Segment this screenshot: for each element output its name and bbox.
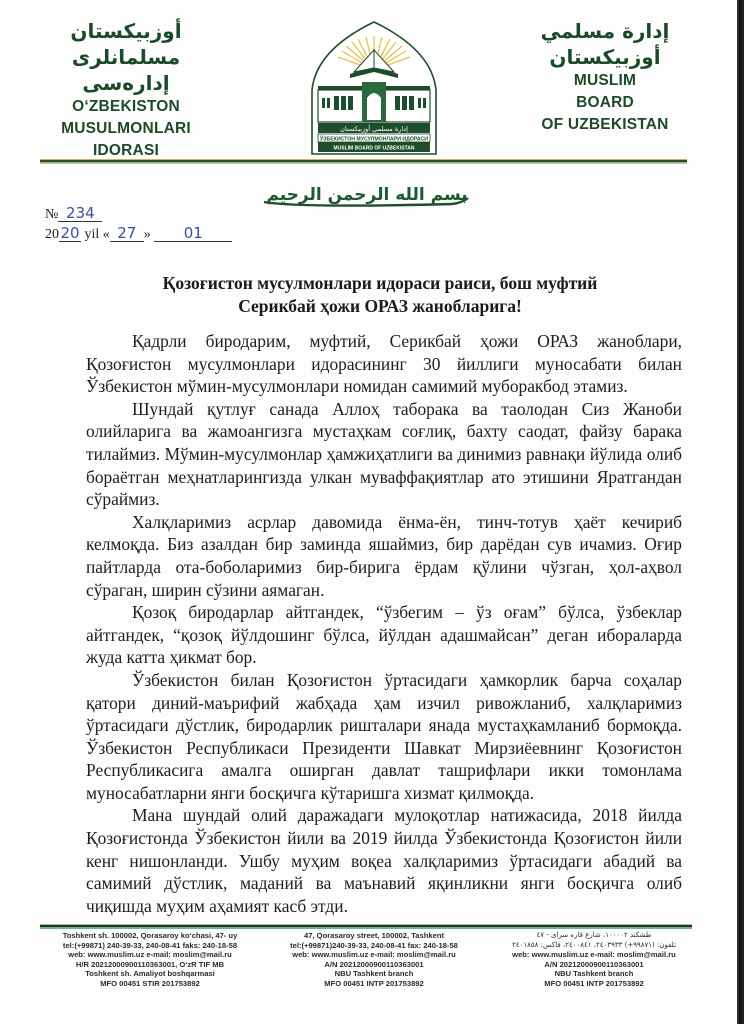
close-quote: »	[143, 227, 151, 242]
body-paragraph-2: Шундай қутлуғ санада Аллоҳ таборака ва таолодан Сиз Жаноби олийларига ва жамоангизга мустаҳкам соғлиқ, бахту саодат, файзу барака тилаймиз. Мўмин-мусулмонлар ҳамжиҳатлиги ва динимиз равнақи йўлида олиб бораётган меҳнатларингизда улкан муваффақиятлар ато этишини Яратгандан сўраймиз.	[86, 398, 682, 510]
header-left-arabic-line-2: مسلمانلرى إدارەسى	[71, 45, 181, 95]
footer-contacts-uzbek	[44, 931, 256, 989]
header-left-org-name	[36, 18, 216, 162]
header-right-arabic-line-1: إدارة مسلمي	[540, 19, 670, 43]
addressee-line-1: Қозоғистон мусулмонлари идораси раиси, бош муфтий	[162, 273, 598, 293]
footer-ar-bank: NBU Tashkent branch	[554, 969, 634, 979]
bismillah-calligraphy	[262, 176, 472, 212]
letter-addressee	[80, 272, 680, 318]
header-right-latin-line-2: BOARD	[576, 94, 634, 111]
svg-text:بسم الله الرحمن الرحيم: بسم الله الرحمن الرحيم	[266, 185, 468, 205]
footer-ar-account: A/N 20212000900110363001	[544, 959, 644, 969]
footer-uz-address: Toshkent sh. 100002, Qorasaroy ko‘chasi, 47- uy	[62, 931, 238, 940]
date-month: 01	[154, 225, 232, 242]
open-quote: «	[102, 227, 110, 242]
footer-uz-mfo: MFO 00451 STIR 201753892	[100, 978, 200, 988]
letter-reference	[45, 205, 232, 245]
header-right-arabic-line-2: أوزبيكستان	[549, 45, 661, 69]
footer-en-phone: tel:(+99871)240-39-33, 240-08-41 fax: 240-18-58	[290, 940, 458, 950]
header-left-latin-line-2: MUSULMONLARI	[61, 120, 191, 137]
date-day: 27	[110, 225, 144, 242]
number-label: №	[45, 207, 59, 222]
body-paragraph-3: Халқларимиз асрлар давомида ёнма-ён, тинч-тотув ҳаёт кечириб келмоқда. Биз азалдан бир заминда яшаймиз, бир дарёдан сув ичамиз. Оғир пайтларда ота-боболаримиз бир-бирига ёрдам қўлини чўзган, ҳол-аҳвол сўраган, ширин сўзини аямаган.	[86, 511, 682, 600]
footer-uz-phone: tel:(+99871) 240-39-33, 240-08-41 faks: 240-18-58	[62, 940, 238, 950]
body-paragraph-5: Ўзбекистон билан Қозоғистон ўртасидаги ҳамкорлик барча соҳалар қатори диний-маърифий жабҳада ҳам изчил ривожланиб, халқларимиз ўртасидаги дўстлик, биродарлик ришталари янада мустаҳкамланиб бормоқда. Ўзбекистон Республикаси Президенти Шавкат Мирзиёевнинг Қозоғистон Республикасига амалга оширган давлат ташрифлари икки томонлама муносабатларни янги босқичга кўтаришга хизмат қилмоқда.	[86, 669, 682, 803]
footer-en-address: 47, Qorasaroy street, 100002, Tashkent	[304, 931, 444, 940]
reference-date-row	[45, 225, 232, 245]
footer-uz-web-email: web: www.muslim.uz e-mail: moslim@mail.ru	[68, 950, 232, 960]
body-paragraph-6: Мана шундай олий даражадаги мулоқотлар натижасида, 2018 йилда Қозоғистонда Ўзбекистон йили ва 2019 йилда Ўзбекистонда Қозоғистон йили кенг нишонланди. Ушбу муҳим воқеа халқларимиз ўртасидаги абадий ва самимий дўстлик, маданий ва маънавий яқинликни янги босқичга олиб чиқишда муҳим аҳамият касб этди.	[86, 805, 682, 916]
footer-uz-account: H/R 20212000900110363001, O‘zR TIF MB	[75, 959, 225, 969]
header-right-org-name	[510, 18, 700, 136]
footer-ar-mfo: MFO 00451 INTP 201753892	[544, 978, 644, 988]
footer-uz-bank: Toshkent sh. Amaliyot boshqarmasi	[85, 969, 215, 979]
footer-contacts-arabic	[488, 931, 700, 989]
header-right-latin-line-3: OF UZBEKISTAN	[541, 116, 669, 133]
addressee-line-2: Серикбай ҳожи ОРАЗ жанобларига!	[238, 296, 522, 316]
letter-body	[86, 330, 682, 917]
scanner-edge	[737, 0, 744, 1024]
svg-text:إدارة مسلمي أوزبيكستان: إدارة مسلمي أوزبيكستان	[340, 125, 408, 133]
footer-contacts-english	[268, 931, 480, 989]
footer-en-account: A/N 20212000900110363001	[324, 959, 424, 969]
year-prefix: 20	[45, 227, 59, 242]
header-divider	[40, 159, 687, 164]
footer-divider	[40, 924, 692, 929]
header-left-latin-line-1: O‘ZBEKISTON	[72, 98, 180, 115]
header-left-arabic-line-1: أوزبيكستان	[70, 19, 182, 43]
bismillah-calligraphy-icon	[262, 176, 472, 212]
svg-text:ЎЗБЕКИСТОН МУСУЛМОНЛАРИ ИДОРАС: ЎЗБЕКИСТОН МУСУЛМОНЛАРИ ИДОРАСИ	[319, 136, 429, 143]
reference-number-row	[45, 205, 232, 225]
year-suffix: 20	[60, 224, 80, 242]
svg-text:MUSLIM BOARD OF UZBEKISTAN: MUSLIM BOARD OF UZBEKISTAN	[333, 145, 415, 152]
footer-ar-address: طشكند ١٠٠٠٠٢، شارع قاره سراى - ٤٧	[536, 931, 652, 939]
year-label: yil	[84, 227, 100, 242]
footer-en-bank: NBU Tashkent branch	[334, 969, 414, 979]
reference-number: 234	[58, 205, 102, 222]
header-right-latin-line-1: MUSLIM	[573, 72, 637, 89]
body-paragraph-4: Қозоқ биродарлар айтгандек, “ўзбегим – ўз оғам” бўлса, ўзбеклар айтгандек, “қозоқ йўлдошинг бўлса, йўлдан адашмайсан” деган ибораларда жуда катта ҳикмат бор.	[86, 602, 682, 668]
muslim-board-logo	[306, 20, 442, 156]
header-left-latin-line-3: IDORASI	[93, 142, 159, 159]
body-paragraph-1: Қадрли биродарим, муфтий, Серикбай ҳожи ОРАЗ жаноблари, Қозоғистон мусулмонлари идорасининг 30 йиллиги муносабати билан Ўзбекистон мўмин-мусулмонлари номидан самимий муборакбод этамиз.	[86, 331, 682, 397]
footer-ar-phone: تلفون: (٩٩٨٧١+) ٢٤٠٣٩٣٣، ٢٤٠٠٨٤١، فاكس: ٢٤٠١٨٥٨	[512, 940, 676, 949]
mosque-emblem-icon	[306, 20, 442, 156]
footer-en-mfo: MFO 00451 INTP 201753892	[324, 978, 424, 988]
footer-ar-web-email: web: www.muslim.uz e-mail: moslim@mail.ru	[512, 950, 676, 960]
footer-en-web-email: web: www.muslim.uz e-mail: moslim@mail.ru	[292, 950, 456, 960]
